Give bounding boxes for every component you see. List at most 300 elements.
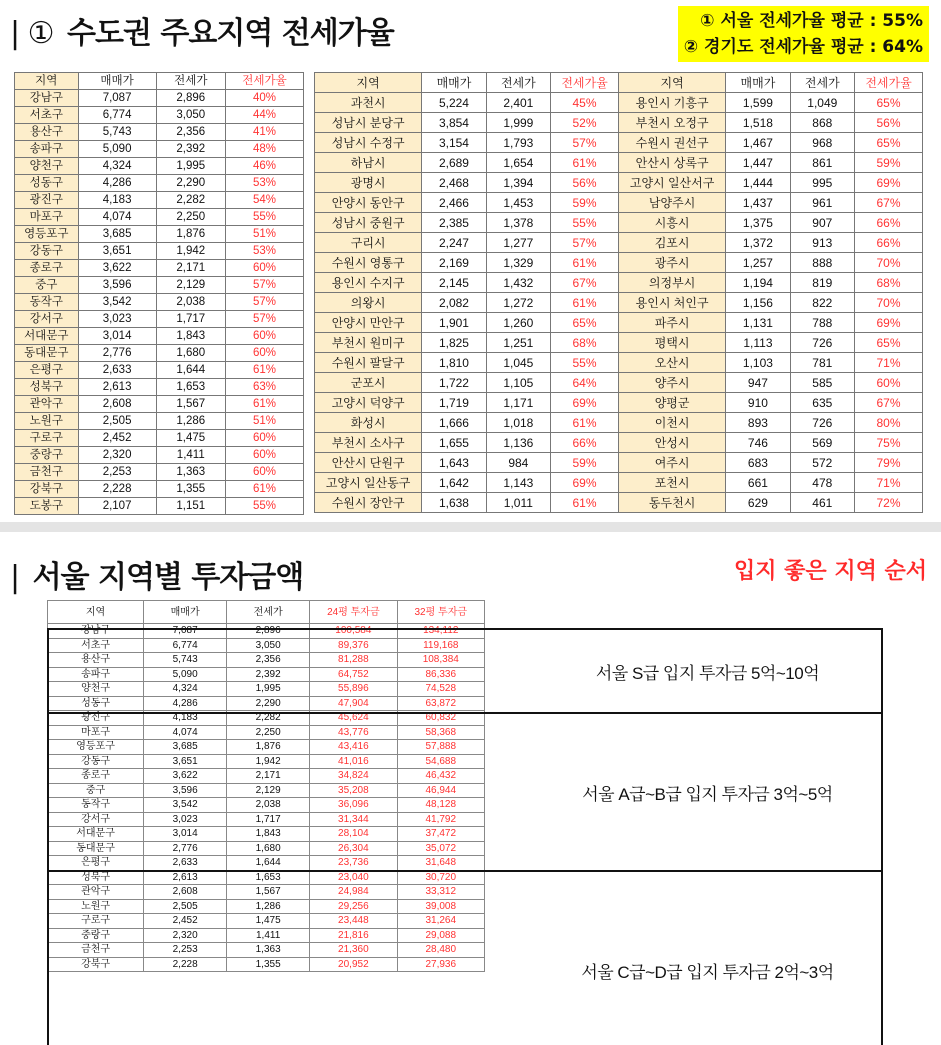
table-row bbox=[15, 413, 304, 430]
cell-sale-price: 1,666 bbox=[422, 413, 486, 433]
cell-jeonse-price: 2,290 bbox=[156, 175, 225, 192]
cell-value: 48,128 bbox=[397, 798, 484, 813]
cell-sale-price: 3,596 bbox=[78, 277, 156, 294]
cell-region: 용인시 처인구 bbox=[618, 293, 725, 313]
cell-region: 종로구 bbox=[15, 260, 79, 277]
cell-value: 57% bbox=[225, 294, 303, 311]
cell-sale-price: 1,257 bbox=[726, 253, 790, 273]
cell-region: 강서구 bbox=[48, 812, 144, 827]
cell-jeonse-ratio: 68% bbox=[855, 273, 923, 293]
table-row bbox=[15, 447, 304, 464]
cell-sale-price: 3,542 bbox=[144, 798, 227, 813]
seoul-ratio-table bbox=[14, 72, 304, 515]
header-jeonse-ratio: 전세가율 bbox=[551, 73, 619, 93]
cell-jeonse-ratio: 67% bbox=[855, 393, 923, 413]
cell-value: 61% bbox=[225, 481, 303, 498]
cell-jeonse-price: 995 bbox=[790, 173, 854, 193]
cell-region: 광주시 bbox=[618, 253, 725, 273]
cell-value: 21,360 bbox=[310, 943, 397, 958]
cell-jeonse-ratio: 65% bbox=[855, 333, 923, 353]
cell-value: 45,624 bbox=[310, 711, 397, 726]
cell-value: 86,336 bbox=[397, 667, 484, 682]
cell-jeonse-price: 1,355 bbox=[156, 481, 225, 498]
cell-jeonse-price: 2,401 bbox=[486, 93, 550, 113]
cell-region: 강북구 bbox=[48, 957, 144, 972]
table-row bbox=[315, 393, 923, 413]
cell-sale-price: 2,253 bbox=[144, 943, 227, 958]
cell-jeonse-price: 1,475 bbox=[227, 914, 310, 929]
cell-jeonse-price: 888 bbox=[790, 253, 854, 273]
group-label: 서울 C급~D급 입지 투자금 2억~3억 bbox=[581, 962, 834, 982]
cell-jeonse-ratio: 57% bbox=[551, 133, 619, 153]
cell-sale-price: 6,774 bbox=[78, 107, 156, 124]
cell-jeonse-price: 1,171 bbox=[486, 393, 550, 413]
cell-jeonse-ratio: 71% bbox=[855, 473, 923, 493]
cell-jeonse-price: 2,250 bbox=[227, 725, 310, 740]
cell-sale-price: 1,194 bbox=[726, 273, 790, 293]
table-row bbox=[315, 313, 923, 333]
cell-jeonse-ratio: 59% bbox=[855, 153, 923, 173]
table-row bbox=[15, 141, 304, 158]
cell-sale-price: 5,743 bbox=[144, 653, 227, 668]
investment-panel bbox=[0, 532, 941, 1045]
cell-sale-price: 2,689 bbox=[422, 153, 486, 173]
table-row bbox=[15, 362, 304, 379]
cell-region: 성남시 수정구 bbox=[315, 133, 422, 153]
cell-jeonse-price: 2,038 bbox=[227, 798, 310, 813]
cell-jeonse-price: 1,654 bbox=[486, 153, 550, 173]
cell-sale-price: 4,286 bbox=[78, 175, 156, 192]
cell-region: 강서구 bbox=[15, 311, 79, 328]
cell-jeonse-price: 1,644 bbox=[156, 362, 225, 379]
cell-value: 31,648 bbox=[397, 856, 484, 871]
header-region: 지역 bbox=[315, 73, 422, 93]
cell-region: 송파구 bbox=[15, 141, 79, 158]
cell-sale-price: 2,608 bbox=[78, 396, 156, 413]
cell-region: 용인시 기흥구 bbox=[618, 93, 725, 113]
cell-jeonse-ratio: 66% bbox=[551, 433, 619, 453]
table-row bbox=[15, 107, 304, 124]
cell-sale-price: 2,613 bbox=[78, 379, 156, 396]
cell-jeonse-price: 1,143 bbox=[486, 473, 550, 493]
cell-jeonse-ratio: 69% bbox=[855, 173, 923, 193]
cell-value: 54% bbox=[225, 192, 303, 209]
cell-jeonse-price: 1,045 bbox=[486, 353, 550, 373]
cell-value: 31,344 bbox=[310, 812, 397, 827]
cell-sale-price: 3,651 bbox=[78, 243, 156, 260]
cell-jeonse-price: 1,411 bbox=[227, 928, 310, 943]
cell-value: 23,040 bbox=[310, 870, 397, 885]
cell-region: 안양시 만안구 bbox=[315, 313, 422, 333]
cell-region: 동두천시 bbox=[618, 493, 725, 513]
cell-region: 노원구 bbox=[48, 899, 144, 914]
cell-region: 은평구 bbox=[15, 362, 79, 379]
cell-jeonse-ratio: 65% bbox=[551, 313, 619, 333]
table-row bbox=[315, 233, 923, 253]
cell-value: 44% bbox=[225, 107, 303, 124]
table-row bbox=[15, 294, 304, 311]
cell-region: 부천시 오정구 bbox=[618, 113, 725, 133]
group-label: 서울 A급~B급 입지 투자금 3억~5억 bbox=[582, 784, 833, 804]
table-row bbox=[315, 273, 923, 293]
cell-value: 51% bbox=[225, 413, 303, 430]
table-row bbox=[315, 193, 923, 213]
cell-sale-price: 2,613 bbox=[144, 870, 227, 885]
cell-jeonse-ratio: 66% bbox=[855, 213, 923, 233]
cell-value: 43,776 bbox=[310, 725, 397, 740]
cell-sale-price: 1,156 bbox=[726, 293, 790, 313]
section-title-investment: | 서울 지역별 투자금액 bbox=[10, 560, 304, 595]
cell-sale-price: 2,228 bbox=[78, 481, 156, 498]
cell-region: 양평군 bbox=[618, 393, 725, 413]
cell-value: 60% bbox=[225, 328, 303, 345]
order-note: 입지 좋은 지역 순서 bbox=[734, 559, 927, 584]
cell-jeonse-price: 3,050 bbox=[156, 107, 225, 124]
cell-region: 광명시 bbox=[315, 173, 422, 193]
cell-value: 23,736 bbox=[310, 856, 397, 871]
cell-region: 성남시 분당구 bbox=[315, 113, 422, 133]
cell-sale-price: 2,385 bbox=[422, 213, 486, 233]
cell-jeonse-ratio: 67% bbox=[551, 273, 619, 293]
cell-jeonse-price: 569 bbox=[790, 433, 854, 453]
cell-region: 송파구 bbox=[48, 667, 144, 682]
cell-value: 29,256 bbox=[310, 899, 397, 914]
cell-region: 화성시 bbox=[315, 413, 422, 433]
cell-jeonse-price: 788 bbox=[790, 313, 854, 333]
cell-jeonse-price: 2,250 bbox=[156, 209, 225, 226]
cell-sale-price: 2,608 bbox=[144, 885, 227, 900]
cell-jeonse-price: 822 bbox=[790, 293, 854, 313]
cell-region: 동작구 bbox=[48, 798, 144, 813]
cell-sale-price: 3,542 bbox=[78, 294, 156, 311]
cell-jeonse-ratio: 61% bbox=[551, 153, 619, 173]
table-row bbox=[15, 311, 304, 328]
cell-jeonse-price: 1,567 bbox=[156, 396, 225, 413]
cell-jeonse-price: 1,999 bbox=[486, 113, 550, 133]
header-sale-price: 매매가 bbox=[78, 73, 156, 90]
cell-value: 34,824 bbox=[310, 769, 397, 784]
cell-region: 양천구 bbox=[15, 158, 79, 175]
cell-sale-price: 1,642 bbox=[422, 473, 486, 493]
cell-region: 부천시 원미구 bbox=[315, 333, 422, 353]
cell-jeonse-price: 1,363 bbox=[227, 943, 310, 958]
table-row bbox=[15, 260, 304, 277]
cell-sale-price: 1,655 bbox=[422, 433, 486, 453]
cell-value: 60% bbox=[225, 430, 303, 447]
cell-jeonse-ratio: 61% bbox=[551, 413, 619, 433]
cell-value: 119,168 bbox=[397, 638, 484, 653]
cell-sale-price: 3,854 bbox=[422, 113, 486, 133]
cell-region: 마포구 bbox=[15, 209, 79, 226]
cell-region: 영등포구 bbox=[48, 740, 144, 755]
cell-sale-price: 1,722 bbox=[422, 373, 486, 393]
cell-jeonse-ratio: 61% bbox=[551, 493, 619, 513]
table-header-row bbox=[315, 73, 923, 93]
cell-jeonse-ratio: 57% bbox=[551, 233, 619, 253]
cell-jeonse-price: 585 bbox=[790, 373, 854, 393]
cell-sale-price: 3,014 bbox=[144, 827, 227, 842]
section-title-jeonse-ratio: | ① 수도권 주요지역 전세가율 bbox=[10, 16, 394, 51]
cell-sale-price: 4,286 bbox=[144, 696, 227, 711]
header-jeonse-price: 전세가 bbox=[156, 73, 225, 90]
cell-region: 금천구 bbox=[15, 464, 79, 481]
cell-sale-price: 2,169 bbox=[422, 253, 486, 273]
cell-region: 평택시 bbox=[618, 333, 725, 353]
cell-jeonse-price: 2,129 bbox=[156, 277, 225, 294]
group-label: 서울 S급 입지 투자금 5억~10억 bbox=[595, 663, 820, 683]
cell-region: 수원시 장안구 bbox=[315, 493, 422, 513]
cell-jeonse-price: 2,356 bbox=[227, 653, 310, 668]
cell-value: 36,096 bbox=[310, 798, 397, 813]
cell-jeonse-price: 2,038 bbox=[156, 294, 225, 311]
cell-value: 53% bbox=[225, 175, 303, 192]
cell-sale-price: 2,320 bbox=[78, 447, 156, 464]
cell-jeonse-ratio: 64% bbox=[551, 373, 619, 393]
group-s-tier bbox=[47, 628, 883, 714]
table-row bbox=[15, 124, 304, 141]
cell-value: 64,752 bbox=[310, 667, 397, 682]
cell-value: 60% bbox=[225, 260, 303, 277]
cell-region: 양천구 bbox=[48, 682, 144, 697]
cell-jeonse-ratio: 66% bbox=[855, 233, 923, 253]
cell-sale-price: 2,776 bbox=[78, 345, 156, 362]
cell-region: 안산시 상록구 bbox=[618, 153, 725, 173]
table-row bbox=[15, 396, 304, 413]
cell-jeonse-ratio: 79% bbox=[855, 453, 923, 473]
table-row bbox=[15, 345, 304, 362]
cell-jeonse-price: 1,680 bbox=[156, 345, 225, 362]
table-row bbox=[15, 243, 304, 260]
header-jeonse-price: 전세가 bbox=[227, 601, 310, 624]
cell-sale-price: 1,518 bbox=[726, 113, 790, 133]
cell-value: 31,264 bbox=[397, 914, 484, 929]
cell-region: 성동구 bbox=[48, 696, 144, 711]
cell-jeonse-price: 726 bbox=[790, 413, 854, 433]
cell-sale-price: 3,023 bbox=[78, 311, 156, 328]
cell-sale-price: 7,087 bbox=[78, 90, 156, 107]
cell-region: 영등포구 bbox=[15, 226, 79, 243]
cell-jeonse-price: 1,011 bbox=[486, 493, 550, 513]
cell-jeonse-price: 2,356 bbox=[156, 124, 225, 141]
table-row bbox=[315, 93, 923, 113]
cell-jeonse-price: 1,286 bbox=[156, 413, 225, 430]
table-row bbox=[15, 481, 304, 498]
cell-sale-price: 3,622 bbox=[144, 769, 227, 784]
table-row bbox=[315, 213, 923, 233]
cell-sale-price: 4,183 bbox=[78, 192, 156, 209]
cell-sale-price: 5,224 bbox=[422, 93, 486, 113]
cell-value: 60% bbox=[225, 464, 303, 481]
cell-jeonse-price: 1,363 bbox=[156, 464, 225, 481]
average-ratio-box bbox=[678, 6, 929, 62]
cell-value: 74,528 bbox=[397, 682, 484, 697]
cell-sale-price: 1,447 bbox=[726, 153, 790, 173]
cell-value: 33,312 bbox=[397, 885, 484, 900]
cell-region: 은평구 bbox=[48, 856, 144, 871]
cell-jeonse-ratio: 59% bbox=[551, 193, 619, 213]
cell-region: 남양주시 bbox=[618, 193, 725, 213]
cell-value: 81,288 bbox=[310, 653, 397, 668]
cell-value: 134,112 bbox=[397, 624, 484, 639]
cell-value: 55% bbox=[225, 209, 303, 226]
cell-value: 35,072 bbox=[397, 841, 484, 856]
cell-jeonse-price: 1,411 bbox=[156, 447, 225, 464]
cell-value: 54,688 bbox=[397, 754, 484, 769]
cell-jeonse-ratio: 69% bbox=[551, 393, 619, 413]
cell-value: 41,016 bbox=[310, 754, 397, 769]
cell-value: 60% bbox=[225, 447, 303, 464]
cell-jeonse-ratio: 56% bbox=[855, 113, 923, 133]
header-invest-32: 32평 투자금 bbox=[397, 601, 484, 624]
table-row bbox=[315, 433, 923, 453]
header-sale-price: 매매가 bbox=[726, 73, 790, 93]
cell-value: 57% bbox=[225, 277, 303, 294]
cell-region: 동작구 bbox=[15, 294, 79, 311]
cell-jeonse-price: 2,282 bbox=[156, 192, 225, 209]
table-row bbox=[15, 379, 304, 396]
cell-region: 시흥시 bbox=[618, 213, 725, 233]
cell-sale-price: 2,776 bbox=[144, 841, 227, 856]
cell-jeonse-price: 1,260 bbox=[486, 313, 550, 333]
cell-sale-price: 4,074 bbox=[144, 725, 227, 740]
cell-sale-price: 3,651 bbox=[144, 754, 227, 769]
cell-sale-price: 1,638 bbox=[422, 493, 486, 513]
cell-jeonse-price: 1,793 bbox=[486, 133, 550, 153]
cell-region: 마포구 bbox=[48, 725, 144, 740]
cell-jeonse-ratio: 65% bbox=[855, 133, 923, 153]
table-row bbox=[315, 133, 923, 153]
cell-region: 성북구 bbox=[15, 379, 79, 396]
cell-jeonse-price: 2,171 bbox=[156, 260, 225, 277]
cell-region: 양주시 bbox=[618, 373, 725, 393]
cell-jeonse-ratio: 70% bbox=[855, 253, 923, 273]
cell-sale-price: 1,375 bbox=[726, 213, 790, 233]
cell-jeonse-price: 572 bbox=[790, 453, 854, 473]
table-header-row bbox=[48, 601, 485, 624]
table-row bbox=[315, 253, 923, 273]
cell-region: 용인시 수지구 bbox=[315, 273, 422, 293]
cell-jeonse-price: 2,392 bbox=[227, 667, 310, 682]
cell-sale-price: 3,685 bbox=[78, 226, 156, 243]
cell-sale-price: 2,107 bbox=[78, 498, 156, 515]
cell-jeonse-price: 781 bbox=[790, 353, 854, 373]
cell-jeonse-price: 1,995 bbox=[156, 158, 225, 175]
cell-value: 57% bbox=[225, 311, 303, 328]
cell-region: 의정부시 bbox=[618, 273, 725, 293]
cell-value: 43,416 bbox=[310, 740, 397, 755]
cell-region: 광진구 bbox=[15, 192, 79, 209]
table-row bbox=[315, 113, 923, 133]
table-row bbox=[15, 158, 304, 175]
cell-jeonse-price: 968 bbox=[790, 133, 854, 153]
cell-jeonse-ratio: 56% bbox=[551, 173, 619, 193]
cell-region: 서대문구 bbox=[15, 328, 79, 345]
cell-jeonse-price: 1,876 bbox=[156, 226, 225, 243]
cell-jeonse-ratio: 65% bbox=[855, 93, 923, 113]
cell-value: 51% bbox=[225, 226, 303, 243]
cell-value: 28,480 bbox=[397, 943, 484, 958]
cell-value: 30,720 bbox=[397, 870, 484, 885]
cell-value: 24,984 bbox=[310, 885, 397, 900]
cell-value: 39,008 bbox=[397, 899, 484, 914]
cell-value: 48% bbox=[225, 141, 303, 158]
cell-jeonse-price: 1,843 bbox=[156, 328, 225, 345]
header-region: 지역 bbox=[48, 601, 144, 624]
cell-region: 포천시 bbox=[618, 473, 725, 493]
cell-value: 35,208 bbox=[310, 783, 397, 798]
cell-region: 노원구 bbox=[15, 413, 79, 430]
cell-sale-price: 2,633 bbox=[144, 856, 227, 871]
cell-jeonse-ratio: 59% bbox=[551, 453, 619, 473]
cell-sale-price: 1,444 bbox=[726, 173, 790, 193]
cell-value: 46% bbox=[225, 158, 303, 175]
cell-jeonse-price: 1,680 bbox=[227, 841, 310, 856]
cell-region: 안산시 단원구 bbox=[315, 453, 422, 473]
cell-region: 중랑구 bbox=[48, 928, 144, 943]
cell-region: 금천구 bbox=[48, 943, 144, 958]
cell-region: 파주시 bbox=[618, 313, 725, 333]
table-row bbox=[15, 209, 304, 226]
cell-jeonse-ratio: 75% bbox=[855, 433, 923, 453]
cell-region: 서대문구 bbox=[48, 827, 144, 842]
header-region: 지역 bbox=[618, 73, 725, 93]
cell-sale-price: 1,810 bbox=[422, 353, 486, 373]
cell-jeonse-price: 1,567 bbox=[227, 885, 310, 900]
cell-region: 중구 bbox=[48, 783, 144, 798]
cell-region: 과천시 bbox=[315, 93, 422, 113]
cell-sale-price: 893 bbox=[726, 413, 790, 433]
table-header-row bbox=[15, 73, 304, 90]
cell-jeonse-price: 1,251 bbox=[486, 333, 550, 353]
cell-sale-price: 1,901 bbox=[422, 313, 486, 333]
cell-region: 하남시 bbox=[315, 153, 422, 173]
cell-sale-price: 1,643 bbox=[422, 453, 486, 473]
table-row bbox=[15, 175, 304, 192]
cell-jeonse-price: 1,151 bbox=[156, 498, 225, 515]
cell-sale-price: 661 bbox=[726, 473, 790, 493]
cell-value: 58,368 bbox=[397, 725, 484, 740]
cell-jeonse-ratio: 52% bbox=[551, 113, 619, 133]
cell-sale-price: 2,082 bbox=[422, 293, 486, 313]
cell-jeonse-ratio: 55% bbox=[551, 353, 619, 373]
cell-sale-price: 5,090 bbox=[144, 667, 227, 682]
cell-sale-price: 746 bbox=[726, 433, 790, 453]
header-sale-price: 매매가 bbox=[422, 73, 486, 93]
cell-region: 의왕시 bbox=[315, 293, 422, 313]
table-row bbox=[315, 293, 923, 313]
cell-jeonse-price: 2,290 bbox=[227, 696, 310, 711]
cell-jeonse-price: 1,378 bbox=[486, 213, 550, 233]
cell-region: 도봉구 bbox=[15, 498, 79, 515]
cell-region: 강남구 bbox=[15, 90, 79, 107]
cell-sale-price: 3,154 bbox=[422, 133, 486, 153]
cell-value: 55,896 bbox=[310, 682, 397, 697]
cell-sale-price: 1,467 bbox=[726, 133, 790, 153]
cell-value: 60% bbox=[225, 345, 303, 362]
cell-region: 광진구 bbox=[48, 711, 144, 726]
cell-sale-price: 4,324 bbox=[144, 682, 227, 697]
cell-region: 서초구 bbox=[48, 638, 144, 653]
cell-value: 40% bbox=[225, 90, 303, 107]
cell-sale-price: 1,825 bbox=[422, 333, 486, 353]
header-region: 지역 bbox=[15, 73, 79, 90]
cell-jeonse-price: 1,717 bbox=[227, 812, 310, 827]
cell-sale-price: 910 bbox=[726, 393, 790, 413]
cell-value: 26,304 bbox=[310, 841, 397, 856]
cell-jeonse-ratio: 70% bbox=[855, 293, 923, 313]
cell-sale-price: 2,253 bbox=[78, 464, 156, 481]
table-row bbox=[315, 493, 923, 513]
